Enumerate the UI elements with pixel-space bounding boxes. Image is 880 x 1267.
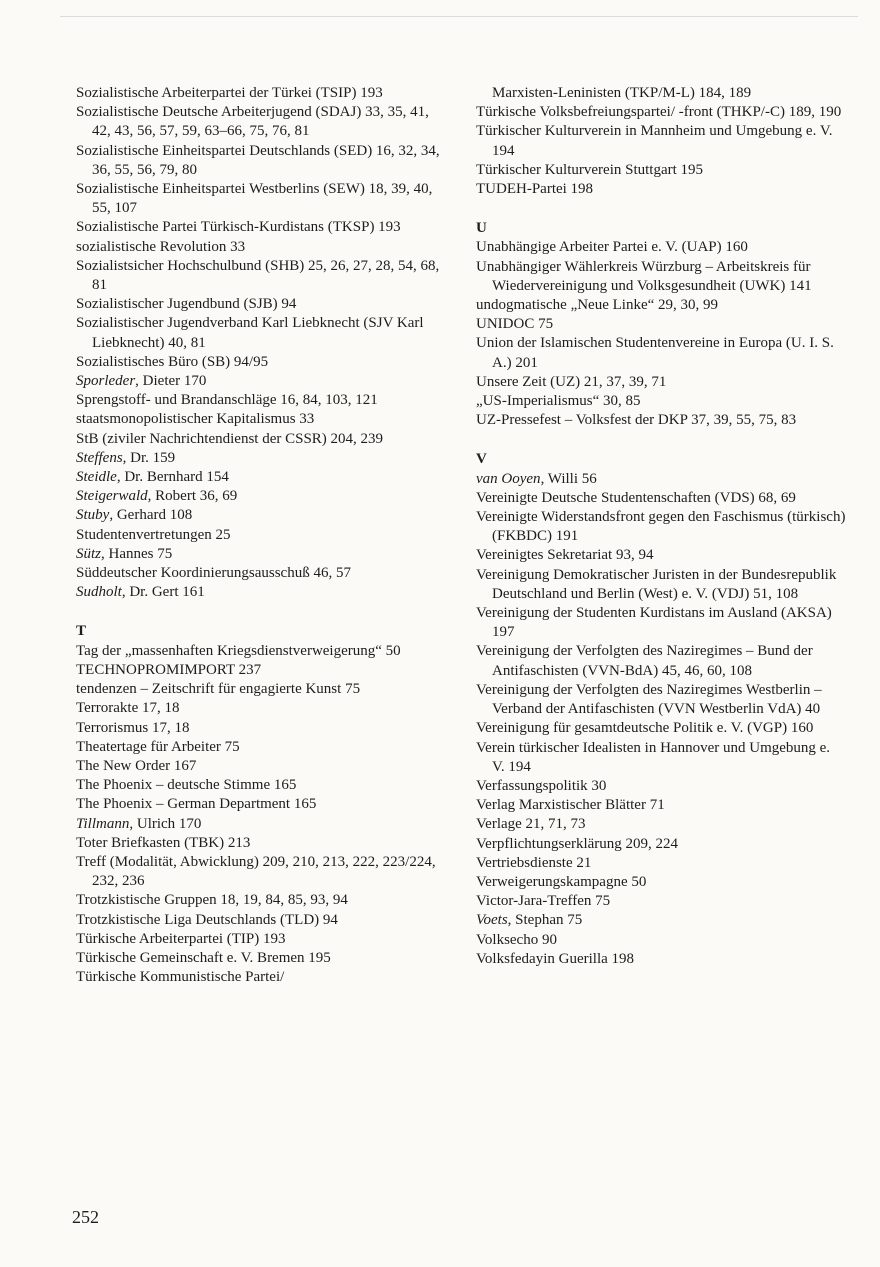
- index-entry-text: , Ulrich 170: [129, 815, 202, 832]
- index-entry: Türkische Gemeinschaft e. V. Bremen 195: [76, 949, 331, 966]
- index-column-right: [476, 84, 846, 969]
- index-entry: [76, 815, 446, 834]
- index-entry: Sprengstoff- und Brandanschläge 16, 84, 103, 121: [76, 392, 378, 409]
- index-entry-name: Stuby: [76, 507, 110, 524]
- index-entry: Sozialistsicher Hochschulbund (SHB) 25, 26, 27, 28, 54, 68, 81: [76, 257, 440, 294]
- index-entry: TUDEH-Partei 198: [476, 181, 594, 198]
- index-entry: Volksecho 90: [476, 931, 557, 948]
- index-entry: tendenzen – Zeitschrift für engagierte Kunst 75: [76, 681, 361, 698]
- index-entry: Vereinigung der Verfolgten des Naziregimes Westberlin – Verband der Antifaschisten (VVN Westberlin VdA) 40: [476, 681, 822, 718]
- index-entry: staatsmonopolistischer Kapitalismus 33: [76, 411, 315, 428]
- index-entry-name: van Ooyen: [476, 470, 541, 487]
- index-entry-name: Tillmann: [76, 815, 130, 832]
- index-entry: The Phoenix – German Department 165: [76, 796, 317, 813]
- index-entry: Türkischer Kulturverein Stuttgart 195: [476, 161, 704, 178]
- index-entry: UZ-Pressefest – Volksfest der DKP 37, 39, 55, 75, 83: [476, 412, 797, 429]
- index-entry: Verweigerungskampagne 50: [476, 873, 647, 890]
- index-entry: Verfassungspolitik 30: [476, 777, 607, 794]
- index-entry: Toter Briefkasten (TBK) 213: [76, 834, 251, 851]
- index-entry: Vereinigtes Sekretariat 93, 94: [476, 547, 654, 564]
- index-entry-name: Voets: [476, 912, 508, 929]
- index-entry: Sozialistischer Jugendbund (SJB) 94: [76, 296, 297, 313]
- index-entry-name: Steffens: [76, 449, 123, 466]
- index-entry: undogmatische „Neue Linke“ 29, 30, 99: [476, 297, 719, 314]
- index-entry: Volksfedayin Guerilla 198: [476, 950, 635, 967]
- index-entry: Türkischer Kulturverein in Mannheim und Umgebung e. V. 194: [476, 123, 833, 159]
- index-entry: sozialistische Revolution 33: [76, 238, 246, 255]
- index-entry: Tag der „massenhaften Kriegsdienstverweigerung“ 50: [76, 642, 401, 659]
- index-entry: Verein türkischer Idealisten in Hannover und Umgebung e. V. 194: [476, 739, 831, 775]
- index-entry-name: Sporleder: [76, 373, 136, 390]
- index-entry-text: , Robert 36, 69: [147, 488, 238, 505]
- index-entry: Türkische Volksbefreiungspartei/ -front (THKP/-C) 189, 190: [476, 104, 842, 121]
- index-entry: „US-Imperialismus“ 30, 85: [476, 393, 641, 410]
- index-entry-text: , Willi 56: [540, 470, 597, 487]
- section-letter: V: [476, 451, 487, 468]
- index-entry: [76, 583, 446, 602]
- index-entry-name: Steigerwald: [76, 488, 148, 505]
- index-entry: Unabhängige Arbeiter Partei e. V. (UAP) 160: [476, 239, 748, 256]
- index-entry: Marxisten-Leninisten (TKP/M-L) 184, 189: [492, 85, 752, 101]
- index-entry: UNIDOC 75: [476, 316, 554, 333]
- index-entry: Unsere Zeit (UZ) 21, 37, 39, 71: [476, 373, 667, 390]
- index-entry-name: Sütz: [76, 545, 102, 562]
- index-entry: Trotzkistische Gruppen 18, 19, 84, 85, 93, 94: [76, 892, 348, 909]
- index-entry: Türkische Kommunistische Partei/: [76, 969, 285, 986]
- index-entry-text: , Dr. Bernhard 154: [116, 469, 229, 486]
- index-entry: Türkische Arbeiterpartei (TIP) 193: [76, 930, 286, 947]
- index-entry: Trotzkistische Liga Deutschlands (TLD) 94: [76, 911, 338, 928]
- index-entry: Terrorismus 17, 18: [76, 719, 190, 736]
- index-entry-text: , Dr. 159: [122, 449, 176, 466]
- index-entry-text: , Stephan 75: [507, 912, 583, 929]
- index-entry: Verlag Marxistischer Blätter 71: [476, 797, 665, 814]
- section-letter: T: [76, 623, 87, 640]
- index-entry-text: , Dr. Gert 161: [121, 584, 205, 601]
- index-entry: Sozialistische Deutsche Arbeiterjugend (SDAJ) 33, 35, 41, 42, 43, 56, 57, 59, 63–66, 75, 76, 81: [76, 104, 429, 140]
- index-entry: Sozialistischer Jugendverband Karl Liebknecht (SJV Karl Liebknecht) 40, 81: [76, 315, 424, 351]
- index-entry: Sozialistisches Büro (SB) 94/95: [76, 353, 269, 370]
- index-entry: Sozialistische Einheitspartei Westberlins (SEW) 18, 39, 40, 55, 107: [76, 181, 433, 217]
- index-entry: Sozialistische Einheitspartei Deutschlands (SED) 16, 32, 34, 36, 55, 56, 79, 80: [76, 142, 440, 178]
- top-edge-rule: [60, 16, 858, 17]
- index-entry: [76, 449, 446, 468]
- index-entry: The New Order 167: [76, 757, 197, 774]
- index-entry: Vereinigung Demokratischer Juristen in der Bundesrepublik Deutschland und Berlin (West) e. V. (VDJ) 51, 108: [476, 566, 837, 602]
- index-entry: Terrorakte 17, 18: [76, 700, 180, 717]
- index-entry: TECHNOPROMIMPORT 237: [76, 661, 262, 678]
- index-entry: [76, 545, 446, 564]
- index-entry-name: Sudholt: [76, 584, 122, 601]
- index-entry: Vereinigte Widerstandsfront gegen den Faschismus (türkisch) (FKBDC) 191: [476, 509, 846, 545]
- index-entry: [76, 506, 446, 525]
- page-number: 252: [72, 1207, 99, 1227]
- index-entry: Verlage 21, 71, 73: [476, 816, 586, 833]
- section-letter: U: [476, 220, 487, 237]
- index-entry: Unabhängiger Wählerkreis Würzburg – Arbeitskreis für Wiedervereinigung und Volksgesundheit (UWK) 141: [476, 258, 812, 294]
- index-entry: [76, 487, 446, 506]
- index-entry: [76, 468, 446, 487]
- index-entry: StB (ziviler Nachrichtendienst der CSSR) 204, 239: [76, 430, 384, 447]
- index-entry: Theatertage für Arbeiter 75: [76, 738, 240, 755]
- index-entry: Victor-Jara-Treffen 75: [476, 893, 611, 910]
- index-entry: [76, 372, 446, 391]
- index-entry: Studentenvertretungen 25: [76, 526, 231, 543]
- index-entry: Vertriebsdienste 21: [476, 854, 592, 871]
- index-entry: Süddeutscher Koordinierungsausschuß 46, 57: [76, 565, 351, 582]
- index-entry-text: , Hannes 75: [101, 545, 173, 562]
- index-entry: Sozialistische Arbeiterpartei der Türkei (TSIP) 193: [76, 85, 383, 101]
- index-entry: The Phoenix – deutsche Stimme 165: [76, 777, 297, 794]
- index-entry: Vereinigung der Studenten Kurdistans im Ausland (AKSA) 197: [476, 605, 832, 641]
- index-entry: Sozialistische Partei Türkisch-Kurdistans (TKSP) 193: [76, 219, 401, 236]
- index-entry: Vereinigte Deutsche Studentenschaften (VDS) 68, 69: [476, 489, 796, 506]
- index-entry: Vereinigung für gesamtdeutsche Politik e. V. (VGP) 160: [476, 720, 814, 737]
- index-entry: Vereinigung der Verfolgten des Naziregimes – Bund der Antifaschisten (VVN-BdA) 45, 46, 60, 108: [476, 643, 813, 679]
- index-entry: Verpflichtungserklärung 209, 224: [476, 835, 679, 852]
- index-entry: [476, 470, 846, 489]
- index-entry: Union der Islamischen Studentenvereine in Europa (U. I. S. A.) 201: [476, 335, 834, 371]
- index-entry: [476, 911, 846, 930]
- index-entry: Treff (Modalität, Abwicklung) 209, 210, 213, 222, 223/224, 232, 236: [76, 853, 436, 890]
- index-column-left: [76, 84, 446, 987]
- index-entry-text: , Gerhard 108: [109, 507, 193, 524]
- index-entry-text: , Dieter 170: [135, 373, 207, 390]
- index-entry-name: Steidle: [76, 469, 117, 486]
